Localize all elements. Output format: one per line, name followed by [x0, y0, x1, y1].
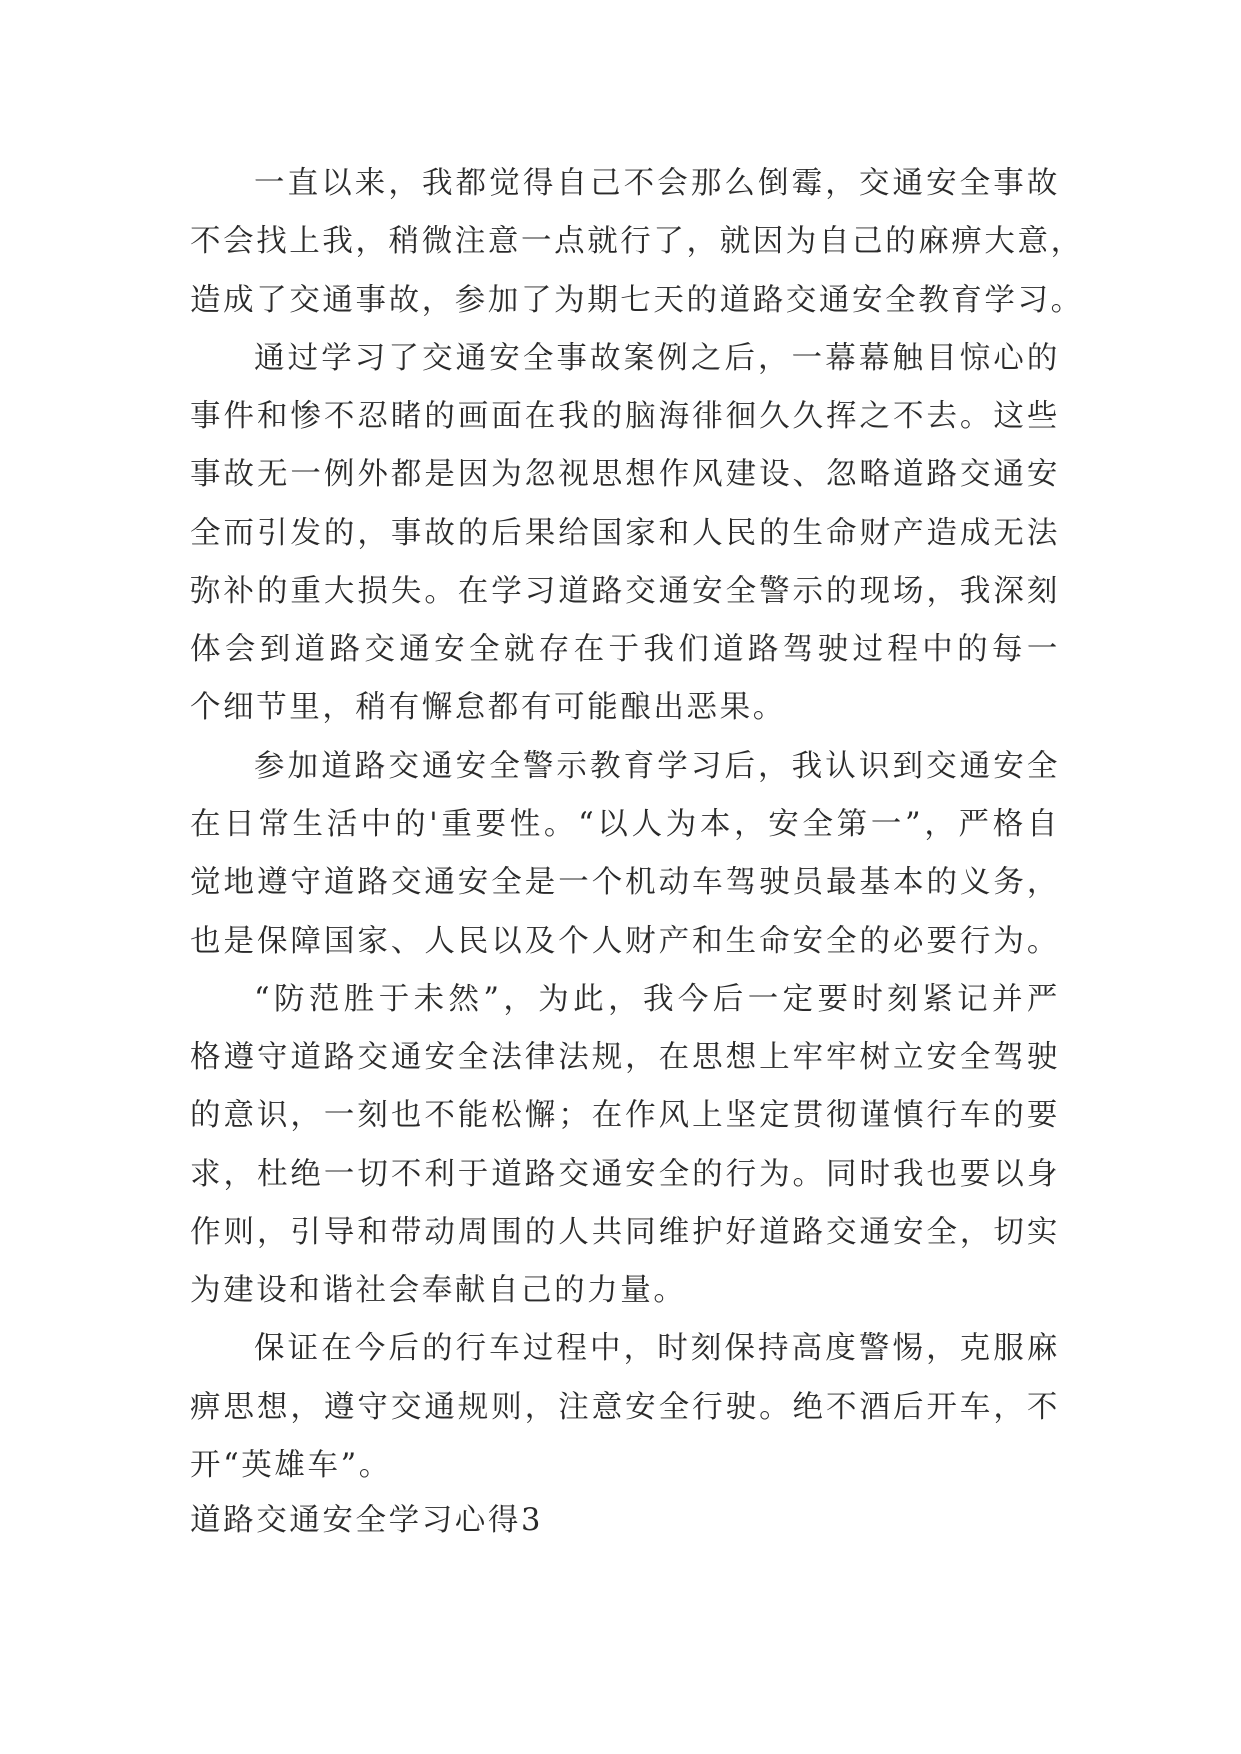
paragraph-4-line-2: 格遵守道路交通安全法律法规，在思想上牢牢树立安全驾驶: [190, 1040, 1060, 1075]
paragraph-4-line-5: 作则，引导和带动周围的人共同维护好道路交通安全，切实: [190, 1215, 1060, 1250]
paragraph-3-line-4: 也是保障国家、人民以及个人财产和生命安全的必要行为。: [190, 924, 1060, 959]
paragraph-2-line-5: 弥补的重大损失。在学习道路交通安全警示的现场，我深刻: [190, 574, 1060, 609]
paragraph-2-line-3: 事故无一例外都是因为忽视思想作风建设、忽略道路交通安: [190, 457, 1060, 492]
paragraph-2-line-1: 通过学习了交通安全事故案例之后，一幕幕触目惊心的: [254, 341, 1060, 376]
paragraph-2-line-7: 个细节里，稍有懈怠都有可能酿出恶果。: [190, 690, 786, 725]
paragraph-1-line-2: 不会找上我，稍微注意一点就行了，就因为自己的麻痹大意，: [190, 224, 1084, 259]
paragraph-2-line-4: 全而引发的，事故的后果给国家和人民的生命财产造成无法: [190, 516, 1060, 551]
paragraph-5-line-2: 痹思想，遵守交通规则，注意安全行驶。绝不酒后开车，不: [190, 1390, 1060, 1425]
paragraph-2-line-2: 事件和惨不忍睹的画面在我的脑海徘徊久久挥之不去。这些: [190, 399, 1060, 434]
paragraph-4-line-6: 为建设和谐社会奉献自己的力量。: [190, 1273, 687, 1308]
paragraph-1-line-3: 造成了交通事故，参加了为期七天的道路交通安全教育学习。: [190, 283, 1084, 318]
paragraph-4-line-1: “防范胜于未然”，为此，我今后一定要时刻紧记并严: [254, 982, 1060, 1017]
paragraph-2-line-6: 体会到道路交通安全就存在于我们道路驾驶过程中的每一: [190, 632, 1060, 667]
paragraph-3-line-2: 在日常生活中的'重要性。“以人为本，安全第一”，严格自: [190, 807, 1060, 842]
paragraph-5-line-1: 保证在今后的行车过程中，时刻保持高度警惕，克服麻: [254, 1331, 1060, 1366]
paragraph-4-line-3: 的意识，一刻也不能松懈；在作风上坚定贯彻谨慎行车的要: [190, 1098, 1060, 1133]
paragraph-3-line-3: 觉地遵守道路交通安全是一个机动车驾驶员最基本的义务，: [190, 865, 1060, 900]
paragraph-3-line-1: 参加道路交通安全警示教育学习后，我认识到交通安全: [254, 749, 1060, 784]
section-heading: 道路交通安全学习心得3: [190, 1503, 544, 1538]
paragraph-5-line-3: 开“英雄车”。: [190, 1448, 392, 1483]
paragraph-4-line-4: 求，杜绝一切不利于道路交通安全的行为。同时我也要以身: [190, 1157, 1060, 1192]
paragraph-1-line-1: 一直以来，我都觉得自己不会那么倒霉，交通安全事故: [254, 166, 1060, 201]
